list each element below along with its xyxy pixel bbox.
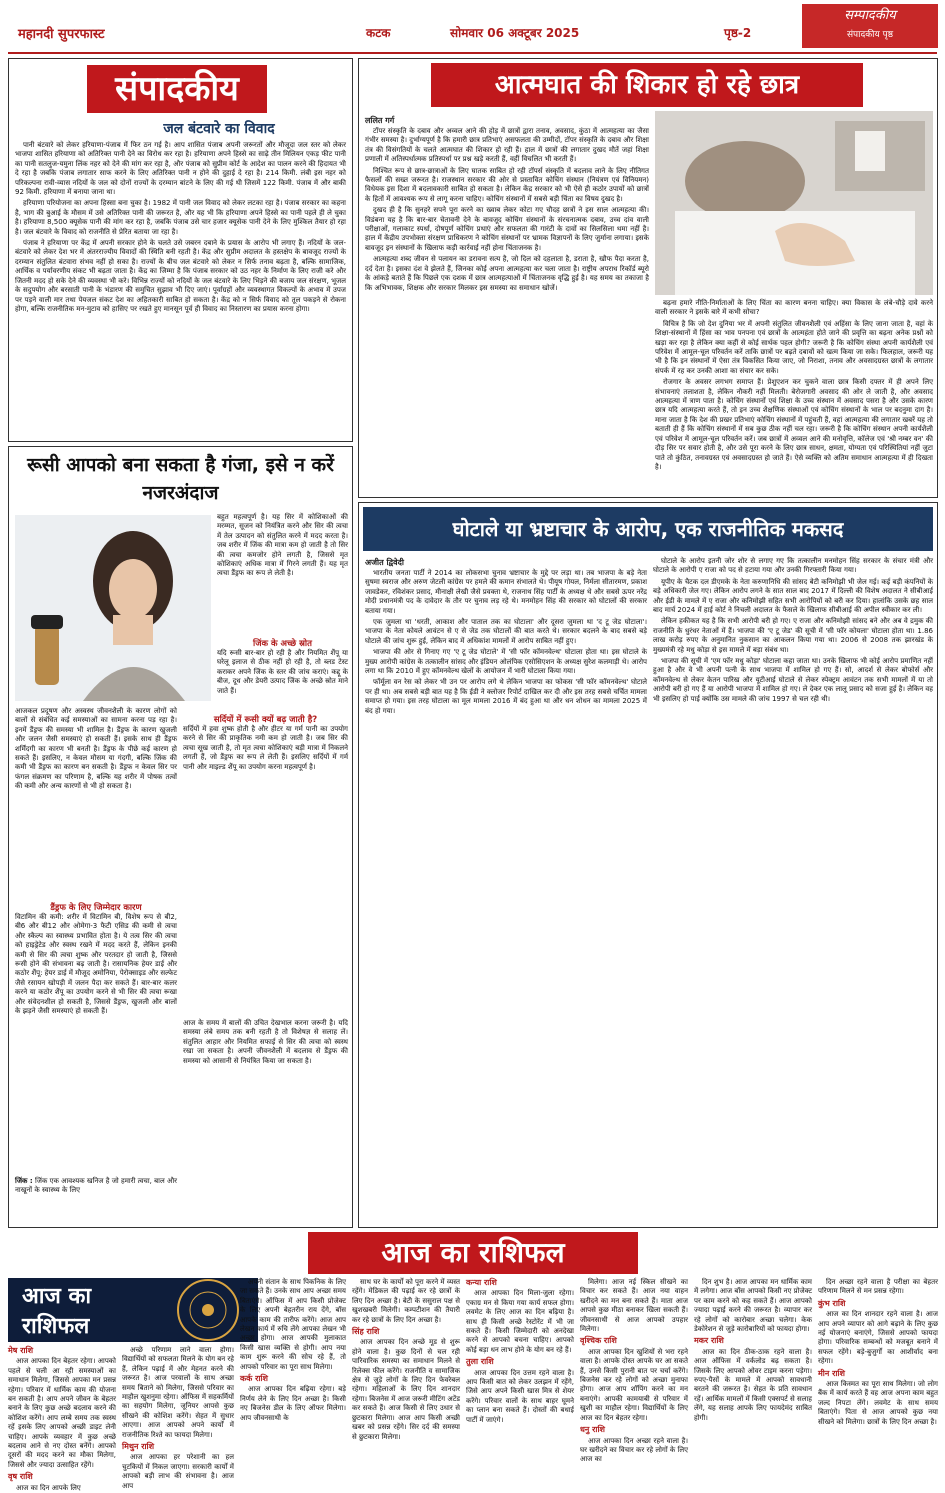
sign-name: वृष राशि [8,1472,33,1482]
sign-name: धनु राशि [580,1425,606,1435]
sign-name: मकर राशि [694,1336,724,1346]
scam-para: यूपीए के चैटक दल डीएमके के नेता करुणानिधि की सांसद बेटी कनिमोझी भी जेल गई। कई बड़ी कंपनियों के बड़े अधिकारी जेल गए। लेकिन आरोप लगने के सात साल बाद 2017 में दिल्ली की विशेष अदालत ने सीबीआई और ईडी के मामले में ए राजा और कनिमोझी सहित सभी आरोपियों को बरी कर दिया। हालांकि उसके छह साल बाद मार्च 2024 में हाई कोर्ट ने निचली अदालत के फैसले के खिलाफ सीबीआई की अपील स्वीकार कर ली। [653,577,933,615]
hair-box1-title: जिंक के अच्छे स्रोत [253,639,312,649]
sign-text: अपनी संतान के साथ पिकनिक के लिए जा सकते हैं। उनके साथ आप अच्छा समय बिताएंगे। ऑफिस में आप किसी प्रोजेक्ट के लिए अपनी बेहतरीन राय देंगे, बॉस आपके काम की तारीफ करेंगे। आज आप लेखन कार्य में रुचि लेंगे आपका लेखन भी अच्छा होगा। आज आपकी मुलाकात किसी खास व्यक्ति से होगी। आप नया काम शुरू करने की सोच रहे हैं, तो आपको परिवार का पूरा साथ मिलेगा। [240,1278,346,1371]
suicide-para: विचित्र है कि जो देश दुनिया भर में अपनी संतुलित जीवनशैली एवं अहिंसा के लिए जाना जाता है, वहां के शिक्षा-संस्थानों में हिंसा का भाव पनपना एवं छात्रों के आत्महंता होते जाने की प्रवृत्ति का बढ़ना अनेक प्रश्नों को खड़ा कर रहा है लेकिन क्या कहीं से कोई सार्थक पहल होगी? जरूरी है कि कोचिंग संस्था अपनी कार्यशैली एवं परिवेश में आमूल-चूल परिवर्तन करें ताकि छात्रों पर बढ़ते दबावों को खत्म किया जा सके। फिलहाल, जरूरी यह भी है कि इन संस्थानों में ऐसा तंत्र विकसित किया जाए, जो निराशा, तनाव और अवसादग्रस्त छात्रों के लगातार संपर्क में रह कर उनकी आशा का संचार कर सके। [655,319,933,375]
suicide-headline: आत्मघात की शिकार हो रहे छात्र [431,63,863,107]
hair-right-col: आज के समय में बालों की उचित देखभाल करना जरूरी है। यदि समस्या लंबे समय तक बनी रहती है तो विशेषज्ञ से सलाह लें। संतुलित आहार और नियमित सफाई से सिर की त्वचा को स्वस्थ रखा जा सकता है। अपनी जीवनशैली में बदलाव से डैंड्रफ की समस्या को आसानी से नियंत्रित किया जा सकता है। [183,1019,348,1065]
issue-date: सोमवार 06 अक्टूबर 2025 [450,26,580,40]
hair-box3-text: विटामिन की कमी: शरीर में विटामिन बी, विशेष रूप से बी2, बी6 और बी12 और ओमेगा-3 फैटी एसिड की कमी से त्वचा और स्कैल्प का स्वास्थ्य प्रभावित होता है। ये तत्व सिर की त्वचा को हाइड्रेटेड और स्वस्थ रखने में मदद करते हैं, लेकिन इनकी कमी से सिर की त्वचा शुष्क और परतदार हो जाती है, जिससे रूसी होने की संभावना बढ़ जाती है। रासायनिक हेयर डाई और कठोर शैंपू: हेयर डाई में मौजूद अमोनिया, पेरोक्साइड और सल्फेट जैसे रसायन खोपड़ी में जलन पैदा कर सकते हैं। बार-बार कलर करने या कठोर शैंपू का उपयोग करने से भी सिर की त्वचा रूखा और संवेदनशील हो सकती है, जिससे डैंड्रफ, खुजली और बालों के झड़ने जैसी समस्याएं हो सकती हैं। [15,913,177,1016]
horoscope-col8 [818,1278,938,1460]
woman-photo [15,515,211,701]
sign-text: आज किस्मत का पूरा साथ मिलेगा। जो लोग बैंक में कार्य करते हैं वह आज अपना काम बहुत जल्द निपटा लेंगे। लवमेट के साथ समय बिताएंगे। पिता से आज आपको कुछ नया सीखने को मिलेगा। छात्रों के लिए दिन अच्छा है। [818,1380,938,1426]
suicide-para: दुखद ही है कि सुनहरे सपने पूरा करने का ख्वाब लेकर कोटा गए चौदह छात्रों ने इस साल आत्महत्या की। विडंबना यह है कि बार-बार चेतावनी देने के बावजूद कोचिंग संस्थानों के संरचनात्मक दबाव, उच्च दांव वाली परीक्षाओं, गलाकाट स्पर्धा, दोषपूर्ण कोचिंग प्रथाएं और सफलता की गारंटी के दावों का सिलसिला थमा नहीं है। हाल में केंद्रीय उपभोक्ता संरक्षण प्राधिकरण ने कोचिंग संस्थानों पर भ्रामक विज्ञापनों के लिए जुर्माना लगाया। इसके बावजूद इन संस्थानों के खिलाफ कड़ी कार्रवाई नहीं होना चिंताजनक है। [365,206,649,252]
scam-para: घोटाले के आरोप इतनी जोर शोर से लगाए गए कि तत्कालीन मनमोहन सिंह सरकार के संचार मंत्री और घोटाले के आरोपी ए राजा को पद से हटाया गया और उनकी गिरफ्तारी किया गया। [653,557,933,575]
horoscope-image-text-2: राशिफल [22,1314,90,1339]
sign-name: कन्या राशि [466,1278,497,1287]
page-number: पृष्ठ-2 [724,26,752,40]
zinc-text: जिंक एक आवश्यक खनिज है जो हमारी त्वचा, बाल और नाखूनों के स्वास्थ्य के लिए [15,1177,177,1195]
sign-text: आज का दिन आपके लिए [16,1483,81,1492]
suicide-para: रोजगार के अवसर लगभग समाप्त हैं। प्रेशुएशन कर चुकने वाला छात्र किसी दफ्तर में ही अपने लिए संभावनाएं तलाशता है, लेकिन नौकरी नहीं मिलती। बेरोजगारी अवसाद की ओर ले जाती है, और अवसाद आत्महत्या में त्राण पाता है। कोचिंग संस्थानों एवं शिक्षा के उच्च संस्थान में अवसाद पसरा है और उसके कारण छात्र यदि आत्महत्या करते हैं, तो इन उच्च शैक्षणिक संस्थाओं एवं कोचिंग संस्थानों के भाल पर बदनुमा दाग है। माना जाता है कि देश की प्रखर प्रतिभाएं कोचिंग संस्थानों में पहुंचती हैं, वहां आत्महत्या की लगातार खबरें यह तो बताती ही हैं कि कोचिंग संस्थानों में सब कुछ ठीक नहीं चल रहा। जरूरी है कि कोचिंग संस्थान अपनी कार्यशैली एवं परिवेश में आमूल-चूल परिवर्तन करें। जब छात्रों में अव्वल आने की मनोवृत्ति, कॉलेज एवं 'श्री नम्बर वन' की दौड़ सिर पर सवार होती है, और उसे पूरा करने के लिए छात्र साधन, क्षमता, योग्यता एवं परिस्थितियां नहीं जुटा पाते तो कुंठित, तनावग्रस्त एवं अवसादग्रस्त हो जाते हैं। ऐसे व्यक्ति को अतिम समाधान आत्महत्या में ही दिखता है। [655,378,933,471]
horoscope-banner: आज का राशिफल [308,1232,638,1274]
sign-text: आज आपका दिन बेहतर रहेगा। आपको पहले से चली आ रही समस्याओं का समाधान मिलेगा, जिससे आपका मन प्रसन्न रहेगा। परिवार में धार्मिक काम की योजना बन सकती है। आप अपने जीवन के बेहतर बनाने के लिए कुछ अच्छे बदलाव करने की कोशिश करेंगे। आप लम्बे समय तक स्वस्थ रहें इसके लिए आपको अच्छी डाइट लेनी चाहिए। आपके व्यवहार में कुछ अच्छे बदलाव आने से नए दोस्त बनेंगे। आपको दूसरों की मदद करने का मौका मिलेगा, जिससे और ज्यादा उत्साहित रहेंगे। [8,1357,116,1469]
scam-headline: घोटाले या भ्रष्टाचार के आरोप, एक राजनीतिक मकसद [363,507,933,551]
sign-text: मिलेगा। आज नई स्किल सीखने का विचार कर सकते हैं। आज नया वाहन खरीदने का मन बना सकते हैं। माता आज आपसे कुछ मीठा बनाकर खिला सकती हैं। जीवनसाथी से आज आपको उपहार मिलेगा। [580,1278,688,1334]
paper-name: महानदी सुपरफास्ट [18,27,105,42]
sign-text: आज आपका दिन उत्तम रहने वाला है। आप किसी बात को लेकर उलझन में रहेंगे, जिसे आप अपने किसी खास मित्र से शेयर करेंगे। परिवार वालों के साथ बाहर घूमने का प्लान बना सकते हैं। दोस्तों की बधाई पार्टी में जाएंगे। [466,1368,574,1424]
sign-name: मिथुन राशि [122,1442,155,1452]
sign-text: अच्छे परिणाम लाने वाला होगा। विद्यार्थियों को सफलता मिलने के योग बन रहे हैं, लेकिन पढ़ाई में और मेहनत करने की जरूरत है। आज परवालों के साथ अच्छा समय बिताने को मिलेगा, जिससे परिवार का माहौल खुशनुमा रहेगा। ऑफिस में सहकर्मियों का सहयोग मिलेगा, जूनियर आपसे कुछ सीखने की कोशिश करेंगे। सेहत में सुधार आएगा। आज आपको अपने कार्यों में राजनीतिक रिश्ते का फायदा मिलेगा। [122,1346,234,1439]
editorial-banner: संपादकीय [87,65,267,113]
suicide-author: ललित गर्ग [365,116,395,125]
sign-text: दिन शुभ है। आज आपका मन धार्मिक काम में लगेगा। आज बॉस आपको किसी नए प्रोजेक्ट पर काम करने को कह सकते हैं। आज आपको ज्यादा पढ़ाई करने की जरूरत है। व्यापार कर रहे लोगों को कारोबार अच्छा चलेगा। केक डेकोरेशन से जुड़े कारोबारियों को फायदा होगा। [694,1278,812,1334]
horoscope-col4 [352,1278,460,1460]
suicide-right-body [655,299,933,493]
horoscope-col1 [8,1346,116,1492]
suicide-para: बढ़ना हमारे नीति-निर्माताओं के लिए चिंता का कारण बनना चाहिए। क्या विकास के लंबे-चौड़े दावे करने वाली सरकार ने इसके बारे में कभी सोचा? [655,299,933,317]
suicide-para: टॉपर संस्कृति के दबाव और अव्वल आने की होड़ में छात्रों द्वारा तनाव, अवसाद, कुंठा में आत्महत्या का जैसा गंभीर समस्या है। दुर्भाग्यपूर्ण है कि हमारी छात्र प्रतिभाएं असफलता की उम्मीदों, टॉपर संस्कृति के दबाव और शिक्षा तंत्र की विसंगतियों के चलते आत्मघात की शिकार हो रही हैं। हाल में छात्रों की लगातार दुखद मौतें जहां शिक्षा प्रणाली में अतिस्पर्धात्मक प्रतिस्पर्धा पर प्रश्न खड़े करती हैं, वहीं विचलित भी करती हैं। [365,127,649,164]
woman-illustration-icon [15,515,211,701]
scam-para: फॉर्मूला वन रेस को लेकर भी उन पर आरोप लगे थे लेकिन भाजपा का फोकस 'सी फॉर कॉमनवेल्थ' घोटाले पर ही था। अब सबसे बड़ी बात यह है कि ईडी ने क्लोजर रिपोर्ट दाखिल कर दी और इस तरह सबसे चर्चित मामला समाप्त हो गया। इस तरह घोटाला का मूल मामला 2016 में बंद हुआ था और धन शोधन का मामला 2025 में बंद हो गया। [365,678,647,715]
horoscope-col7 [694,1278,812,1460]
scam-para: भाजपा की ओर से गिनाए गए 'ए टू जेड घोटाले' में 'सी फॉर कॉमनवेल्थ' घोटाला होता था। इस घोटाले के मुख्य आरोपी कांग्रेस के तत्कालीन सांसद और इंडियन ओलंपिक एसोसिएशन के अध्यक्ष सुरेश कलमाड़ी थे। आरोप लगा था कि 2010 में हुए कॉमनवेल्थ खेलों के आयोजन में भारी घोटाला किया गया। [365,648,648,676]
hair-headline: रूसी आपको बना सकता है गंजा, इसे न करें नजरअंदाज [27,454,334,504]
horoscope-col5 [466,1278,574,1460]
scam-para: एक जुमला था 'धरती, आकाश और पाताल तक का घोटाला' और दूसरा जुमला था 'द टू जेड घोटाला'। भाजपा के नेता कोयले आवंटन से ए से जेड तक घोटालों की बात करते थे। सरकार बदलने के बाद सबसे बड़े घोटाले की जांच शुरू हुई, लेकिन बाद में अधिकांश मामलों में आरोप साबित नहीं हुए। [365,618,647,645]
sign-text: साथ घर के कार्यों को पूरा करने में व्यस्त रहेंगे। मेडिकल की पढ़ाई कर रहे छात्रों के लिए दिन अच्छा है। बेटी के ससुराल पक्ष से खुशखबरी मिलेगी। कम्पटीशन की तैयारी कर रहे छात्रों के लिए दिन अच्छा है। [352,1278,460,1324]
editorial-para: पंजाब ने हरियाणा पर केंद्र में अपनी सरकार होने के चलते उसे जबरन दबाने के प्रयास के आरोप भी लगाए हैं। नदियों के जल-बंटवारे को लेकर देश भर में अंतरराज्यीय विवादों की स्थिति बनी रहती है। केंद्र और सुप्रीम अदालत के हस्तक्षेप के बावजूद राज्यों के दरम्यान संतुलित बंटवारा संभव नहीं हो सका है। राज्यों के बीच जल बंटवारे को लेकर न सिर्फ तनाव बढ़ता है, बल्कि सामाजिक, आर्थिक व पर्यावरणीय संकट भी बढ़ता जाता है। केंद्र का जिम्मा है कि पंजाब सरकार को उठ नहर के निर्माण के लिए राजी करे और जितनी मदद हो सके देने की व्यवस्था भी करे। विभिन्न राज्यों को नदियों के जल बंटवारे के लिए भिड़ने की बजाय जल संरक्षण, भूजल के सदुपयोग और बरसाती पानी के भंडारण की समुचित सुझाव भी दिए जाएं। पूर्वाग्रहों और व्यवस्थागत विकल्पों के अभाव में उपज पर पड़ने वाली मार तथा पेयजल संकट देश का अहितकारी साबित हो सकता है। केंद्र को न सिर्फ विवाद को तूल पकड़ने से रोकना होगा, बल्कि राजनीतिक मन-मुटाव को हासिए पर रखते हुए मानसून पूर्व ही विवाद का निस्तारण का प्रयास करना होगा। [15,239,346,313]
sign-text: आज का दिन शानदार रहने वाला है। आज आप अपने व्यापार को आगे बढ़ाने के लिए कुछ नई योजनाएं बनाएंगे, जिससे आपको फायदा होगा। परिवारिक सम्बन्धों को मजबूत बनाने में सफल रहेंगे। बड़े-बुजुर्गों का आशीर्वाद बना रहेगा। [818,1310,938,1366]
sign-text: दिन अच्छा रहने वाला है परीक्षा का बेहतर परिणाम मिलने से मन प्रसन्न रहेगा। [818,1278,938,1296]
zinc-label: जिंक : [15,1177,33,1185]
sign-text: आज का दिन ठीक-ठाक रहने वाला है। आज ऑफिस में वर्कलोड बढ़ सकता है। जिसके लिए आपको ओवर टाइम करना पड़ेगा। रुपए-पैसों के मामले में आपको सावधानी बरतने की जरूरत है। सेहत के प्रति सावधान रहें। आर्थिक मामलों में किसी एक्सपर्ट से सलाह लेंगे, यह सलाह आपके लिए फायदेमंद साबित होगी। [694,1347,812,1422]
scam-para: भारतीय जनता पार्टी ने 2014 का लोकसभा चुनाव भ्रष्टाचार के मुद्दे पर लड़ा था। तब भाजपा के बड़े नेता सुषमा स्वराज और अरुण जेटली कांग्रेस पर हमले की कमान संभालते थे। पीयूष गोयल, निर्मला सीतारमण, प्रकाश जावडेकर, रविशंकर प्रसाद, मीनाक्षी लेखी जैसे प्रवक्ता थे, राजनाथ सिंह पार्टी के अध्यक्ष थे और सबसे ऊपर नरेंद्र मोदी प्रधानमंत्री पद के दावेदार के तौर पर चुनाव लड़ रहे थे। मनमोहन सिंह की सरकार को घोटालों की सरकार बताया गया। [365,569,647,615]
editorial-section [8,58,353,442]
hair-box1-text: यदि रूसी बार-बार हो रही है और नियमित शैंपू या घरेलू इलाज से ठीक नहीं हो रही है, तो ब्लड टेस्ट कराकर अपने जिंक के स्तर की जांच कराएं। कद्दू के बीज, दूध और डेयरी उत्पाद जिंक के अच्छे स्रोत माने जाते हैं। [217,649,348,695]
header-rule [8,52,937,54]
sign-text: आज आपका दिन खुशियों से भरा रहने वाला है। आपके दोस्त आपके घर आ सकते हैं, उनसे किसी पुरानी बात पर चर्चा करेंगे। बिजनेस कर रहे लोगों को अच्छा मुनाफा होगा। आज आप शॉपिंग करने का मन बनाएंगे। आपकी कामयाबी से परिवार में खुशी का माहौल रहेगा। विद्यार्थियों के लिए आज का दिन बेहतर रहेगा। [580,1347,688,1422]
student-photo [655,111,933,295]
editorial-para: पानी बंटवारे को लेकर हरियाणा-पंजाब में फिर ठन गई है। आप शासित पंजाब अपनी जरूरतों और मौजूदा जल स्तर को लेकर भाजपा शासित हरियाणा को अतिरिक्त पानी देने का विरोध कर रहा है। हरियाणा अपने हिस्से का साढ़े तीन मिलियन एकड़ फीट पानी का पानी सतलुज-यमुना लिंक नहर को देने की मांग कर रहा है, और पंजाब को सुप्रीम कोर्ट के आदेश का पालन करने की हिदायत भी दे रहा है जबकि पंजाब लगातार साफ करने के लिए अतिरिक्त पानी न होने की दुहाई दे रहा है। 214 किमी. लंबी इस नहर को परिकल्पना रावी-व्यास नदियों के जल को दोनों राज्यों के दरम्यान बांटने के लिए की गई थी जिसमें 122 किमी. पंजाब में और बाकी 92 किमी. हरियाणा में बनाया जाना था। [15,141,346,197]
scam-col1 [365,569,647,1223]
scam-col2 [653,557,933,1223]
hair-intro: बहुत महत्वपूर्ण है। यह सिर में कोशिकाओं की मरम्मत, सूजन को नियंत्रित करने और सिर की त्वचा में तेल उत्पादन को संतुलित करने में मदद करता है। जब शरीर में जिंक की मात्रा कम हो जाती है तो सिर की त्वचा कमजोर होने लगती है, जिससे मृत कोशिकाएं अधिक मात्रा में गिरने लगती हैं। यह मृत त्वचा डैंड्रफ का रूप ले लेती है। [217,513,348,578]
hair-box3-title: डैंड्रफ के लिए जिम्मेदार कारण [50,903,142,913]
section-logo-title: सम्पादकीय [844,8,896,23]
sign-name: तुला राशि [466,1357,494,1367]
scam-article [358,502,938,1228]
suicide-article [358,58,938,498]
masthead [0,0,945,54]
sign-text: आज आपका दिन अच्छे मूड से शुरू होने वाला है। कुछ दिनों से चल रही पारिवारिक समस्या का समाधान मिलने से रिलेक्स फील करेंगे। राजनीति व सामाजिक क्षेत्र से जुड़े लोगों के लिए दिन फेवरेबल रहेगा। महिलाओं के लिए दिन शानदार रहेगा। बिजनेस में आज जरूरी मीटिंग अटेंड कर सकते हैं। आज किसी से लिए उधार से छुटकारा मिलेगा। आज आप किसी अच्छी खबर को प्रसन्न रहेंगे। सिर दर्द की समस्या से छुटकारा मिलेगा। [352,1338,460,1441]
sign-name: मेष राशि [8,1346,34,1355]
scam-author: अजीत द्विवेदी [365,558,404,567]
suicide-left-body [365,127,649,493]
sign-name: वृश्चिक राशि [580,1336,617,1346]
hair-article [8,446,353,1228]
suicide-para: आत्महत्या शब्द जीवन से पलायन का डरावना सत्य है, जो दिल को दहलाता है, डराता है, खौफ पैदा करता है, दर्द देता है। इसका दंश वे झेलते हैं, जिनका कोई अपना आत्महत्या कर चला जाता है। राष्ट्रीय अपराध रिकॉर्ड ब्यूरो के आंकड़े बताते हैं कि पिछले एक दशक में छात्र आत्महत्याओं में चिंताजनक वृद्धि हुई है। यह समय का तकाजा है कि अभिभावक, शिक्षक और सरकार मिलकर इस समस्या का समाधान खोजें। [365,255,649,292]
sign-name: कुंभ राशि [818,1298,846,1308]
hair-box2-text: सर्दियों में हवा शुष्क होती है और हीटर या गर्म पानी का उपयोग करने से सिर की प्राकृतिक नमी कम हो जाती है। जब सिर की त्वचा सूख जाती है, तो मृत त्वचा कोशिकाएं बड़ी मात्रा में निकलने लगती हैं, जो डैंड्रफ का रूप ले लेती हैं। इसलिए सर्दियों में गर्म पानी और माइल्ड शैंपू का उपयोग करना महत्वपूर्ण है। [183,725,348,771]
sign-name: मीन राशि [818,1368,845,1378]
horoscope-section [8,1232,938,1492]
suicide-para: निश्चित रूप से छात्र-छात्राओं के लिए घातक साबित हो रही टॉपर्स संस्कृति में बदलाव लाने के लिए नीतिगत फैसलों की सख्त जरूरत है। राजस्थान सरकार की ओर से प्रस्तावित कोचिंग संस्थान (नियंत्रण एवं विनियमन) विधेयक इस दिशा में बदलावकारी साबित हो सकता है। लेकिन केंद्र सरकार को भी ऐसे ही कठोर उपायों को छात्रों के हितों में आवश्यक रूप से लागू करना चाहिए। कोचिंग संस्थानों में सबसे बड़ी चिंता का विषय दुखद है। [365,166,649,203]
hair-zinc-para [15,1177,177,1223]
sign-text: आज आपका दिन अच्छा रहने वाला है। घर खरीदने का विचार कर रहे लोगों के लिए आज का [580,1436,688,1464]
sign-name: कर्क राशि [240,1374,268,1384]
scam-para: भाजपा की सूची में 'एम फॉर मधु कोड़ा' घोटाला कहा जाता था। उनके खिलाफ भी कोई आरोप प्रमाणित नहीं हुआ है और वे भी अपनी पत्नी के साथ भाजपा में शामिल हो गए हैं। सो, आदर्श से लेकर बोफोर्स और कॉमनवेल्थ से लेकर केतन पारिख और यूटीआई घोटाले से लेकर स्पेक्ट्रम आवंटन तक सभी मामलों में या तो आरोपी बरी हो गए हैं या आरोपी भाजपा में शामिल हो गए। ले देकर एक लालू प्रसाद को सजा हुई है। लेकिन वह भी इसलिए हो पाई क्योंकि उस मामले की जांच 1997 से चल रही थी। [653,657,933,703]
student-illustration-icon [655,111,933,295]
sign-text: आज आपका दिन बढ़िया रहेगा। बड़े निर्णय लेने के लिए दिन अच्छा है। किसी नए बिजनेस डील के लिए ऑफर मिलेगा। आप जीवनसाथी के [240,1385,346,1422]
horoscope-image-text-1: आज का [22,1284,92,1309]
editorial-subhead: जल बंटवारे का विवाद [163,121,275,137]
hair-left-col: आजकल प्रदूषण और अस्वस्थ जीवनशैली के कारण लोगों को बालों से संबंधित कई समस्याओं का सामना करना पड़ रहा है। इनमें डैंड्रफ की समस्या भी शामिल है। डैंड्रफ के कारण खुजली और जलन जैसी समस्याएं हो सकती हैं। इसके साथ ही डैंड्रफ शर्मिंदगी का कारण भी बनती है। डैंड्रफ के पीछे कई कारण हो सकते हैं। इसलिए, न केवल मौसम या गंदगी, बल्कि जिंक की कमी भी डैंड्रफ का कारण बन सकती है। डैंड्रफ न केवल सिर पर फंगल संक्रमण का परिणाम है, बल्कि यह शरीर में पोषक तत्वों की कमी और अन्य कारणों से भी हो सकता है। [15,707,177,791]
section-logo-sub: संपादकीय पृष्ठ [846,30,894,40]
editorial-para: हरियाणा परियोजना का अपना हिस्सा बना चुका है। 1982 में पानी जल विवाद को लेकर लटका रहा है। पंजाब सरकार का कहना है, भाग की बुआई के मौसम में उसे अतिरिक्त पानी की जरूरत है, और यह भी कि हरियाणा अपने हिस्से का पानी पहले ही ले चुका है। हरियाणा 8,500 क्यूसेक पानी की मांग कर रहा है, जबकि पंजाब उसे चार हजार क्यूसेक पानी देने के लिए मुश्किल तैयार हो रहा है। जल बंटवारे के विवाद को राजनीति से प्रेरित बताया जा रहा है। [15,199,346,236]
horoscope-col6 [580,1278,688,1464]
sign-name: सिंह राशि [352,1327,380,1337]
editorial-body [15,141,346,437]
horoscope-col2 [122,1346,234,1490]
scam-para: लेकिन हकीकत यह है कि सभी आरोपी बरी हो गए। ए राजा और कनिमोझी सांसद बने और अब वे द्रमुक की राजनीति के धुरंधर नेताओं में हैं। भाजपा की 'ए टू जेड' की सूची में 'सी फॉर कोयला' घोटाला होता था। 1.86 लाख करोड़ रुपए के अनुमानित नुकसान का आकलन किया गया था। 2006 से 2008 तक झारखंड के मुख्यमंत्री रहे मधु कोड़ा से इस मामले में बड़ा संबंध था। [653,617,933,654]
horoscope-image [8,1278,258,1342]
section-logo [802,4,938,48]
city: कटक [366,26,391,40]
horoscope-col3 [240,1278,346,1460]
hair-box2-title: सर्दियों में रूसी क्यों बढ़ जाती है? [213,715,318,725]
sign-text: आज आपका दिन मिला-जुला रहेगा। एकाग्र मन से किया गया कार्य सफल होगा। लवमेट के लिए आज का दिन बढ़िया है। साथ ही किसी अच्छे रेस्टोरेंट में भी जा सकते हैं। किसी जिम्मेदारी को अनदेखा करने से आपको बचना चाहिए। आपको कोई बड़ा धन लाभ होने के योग बन रहे हैं। [466,1289,574,1354]
sign-text: आज आपका हर परेशानी का हल चुटकियों में निकल जाएगा। सरकारी कार्यों में आपको बड़ी लाभ की संभावना है। आज आप [122,1453,234,1490]
